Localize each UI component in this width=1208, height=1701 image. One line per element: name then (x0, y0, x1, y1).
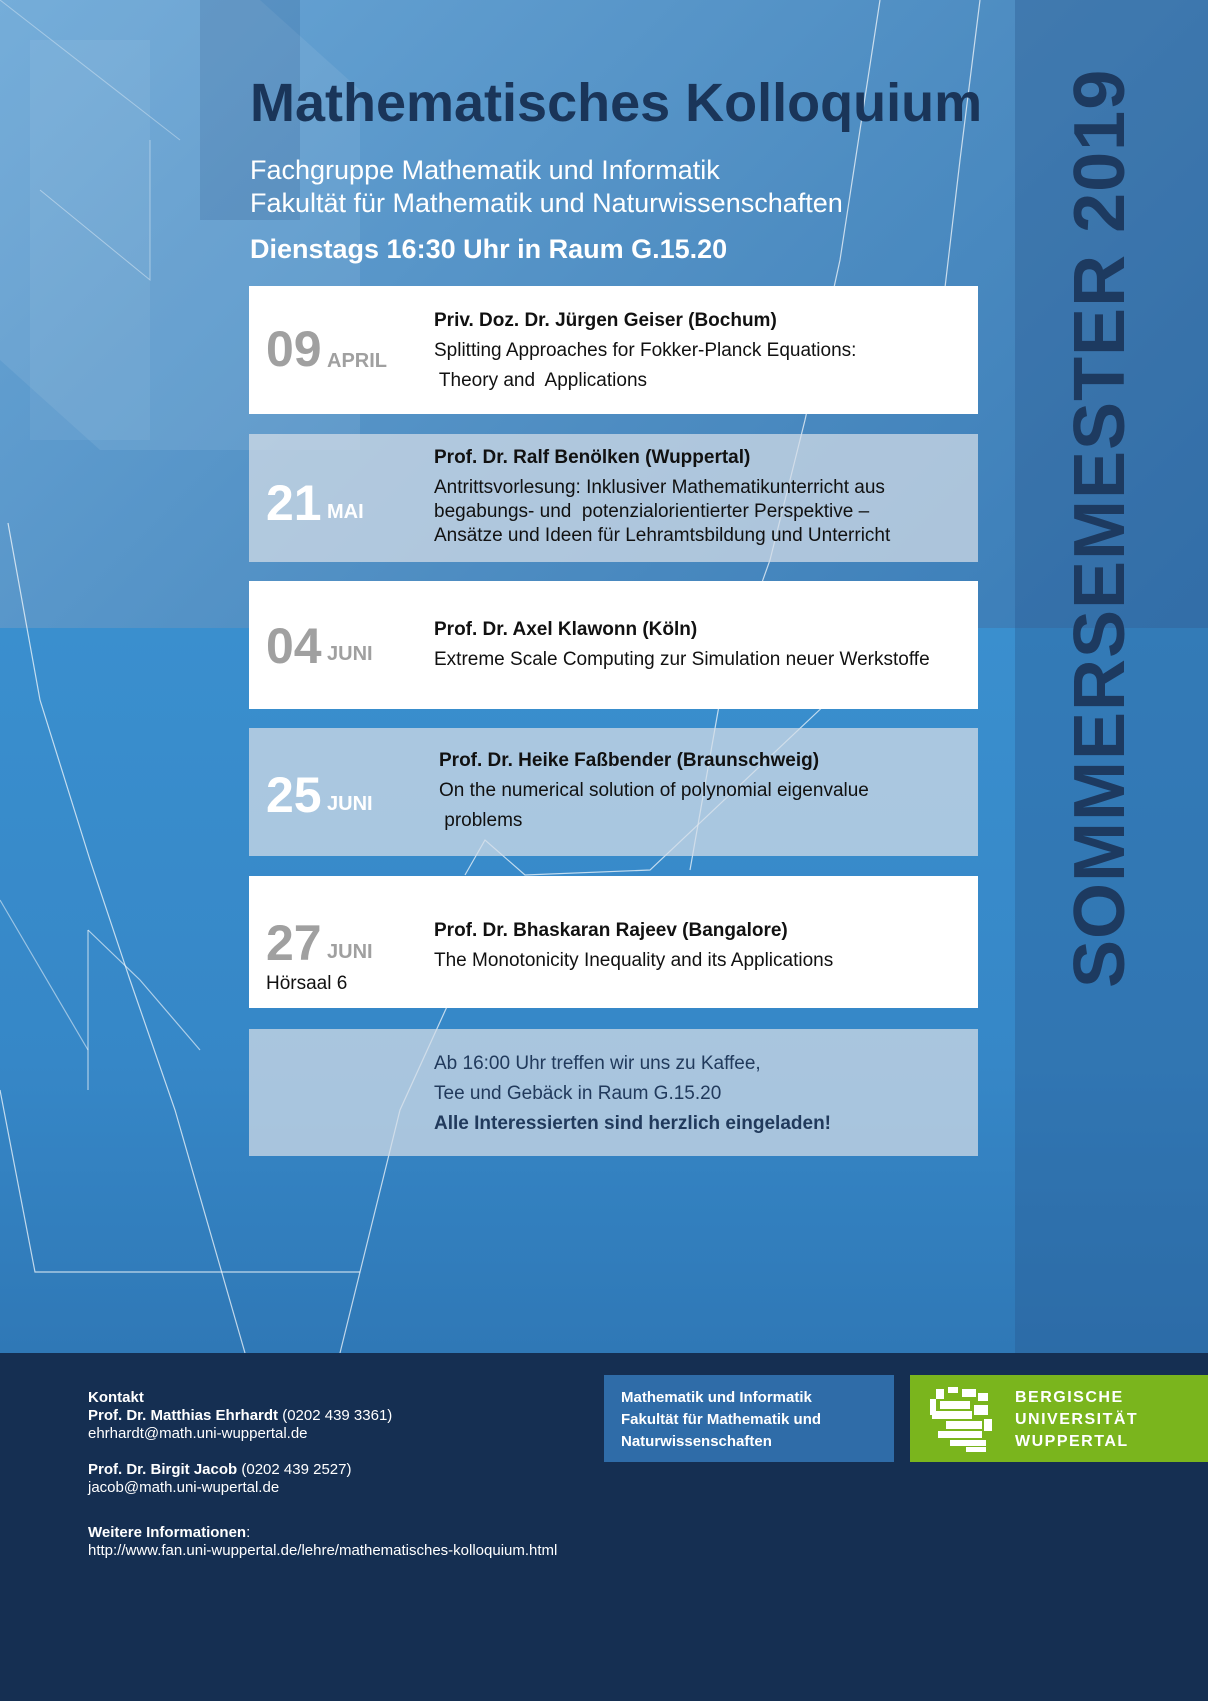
event-title-line: Antrittsvorlesung: Inklusiver Mathematikunterricht aus (434, 477, 885, 498)
contact-person (88, 1461, 557, 1479)
header (250, 72, 990, 265)
university-line: BERGISCHE (1015, 1389, 1124, 1406)
event-title-line: Ansätze und Ideen für Lehramtsbildung und Unterricht (434, 525, 891, 546)
event-title-line: On the numerical solution of polynomial eigenvalue (439, 780, 869, 801)
event-month: JUNI (327, 643, 373, 665)
schedule-info: Dienstags 16:30 Uhr in Raum G.15.20 (250, 234, 728, 264)
contact-email[interactable]: ehrhardt@math.uni-wuppertal.de (88, 1425, 308, 1442)
page-title: Mathematisches Kolloquium (250, 73, 983, 133)
event-card (249, 434, 978, 562)
event-day: 27 (266, 915, 322, 971)
event-info (439, 746, 974, 836)
event-day: 25 (266, 767, 322, 823)
contact-email[interactable]: jacob@math.uni-wupertal.de (88, 1479, 280, 1496)
event-info (434, 306, 969, 396)
contact-phone: (0202 439 2527) (237, 1461, 352, 1478)
event-location: Hörsaal 6 (266, 973, 348, 994)
contact-name: Prof. Dr. Matthias Ehrhardt (88, 1407, 279, 1424)
event-title-line: begabungs- und potenzialorientierter Perspektive – (434, 501, 870, 522)
contact-phone: (0202 439 3361) (278, 1407, 393, 1424)
event-month: JUNI (327, 793, 373, 815)
event-card (249, 581, 978, 709)
footer (0, 1353, 1208, 1701)
coffee-line: Ab 16:00 Uhr treffen wir uns zu Kaffee, (434, 1053, 761, 1074)
event-speaker: Prof. Dr. Axel Klawonn (Köln) (434, 619, 698, 640)
contact-block (88, 1389, 557, 1560)
event-info (434, 916, 969, 976)
event-speaker: Prof. Dr. Heike Faßbender (Braunschweig) (439, 750, 820, 771)
event-day: 21 (266, 475, 322, 531)
coffee-note (249, 1029, 978, 1156)
department-line: Mathematik und Informatik (621, 1389, 812, 1406)
event-title-line: problems (439, 810, 523, 831)
university-line: UNIVERSITÄT (1015, 1411, 1139, 1428)
event-month: MAI (327, 501, 364, 523)
contact-person (88, 1407, 557, 1425)
semester-label: SOMMERSEMESTER 2019 (1060, 68, 1140, 988)
department-line: Naturwissenschaften (621, 1433, 772, 1450)
contact-label: Kontakt (88, 1389, 144, 1406)
university-name (1015, 1387, 1138, 1453)
event-card (249, 728, 978, 856)
event-info (434, 446, 969, 548)
event-title-line: Extreme Scale Computing zur Simulation neuer Werkstoffe (434, 649, 930, 670)
event-month: APRIL (327, 350, 387, 372)
coffee-text (434, 1049, 831, 1139)
more-info-colon: : (246, 1524, 251, 1541)
event-day: 09 (266, 321, 322, 377)
coffee-invitation: Alle Interessierten sind herzlich eingeladen! (434, 1113, 832, 1134)
subtitle-department: Fachgruppe Mathematik und Informatik (250, 155, 720, 185)
department-line: Fakultät für Mathematik und (621, 1411, 822, 1428)
more-info-label: Weitere Informationen (88, 1524, 247, 1541)
coffee-line: Tee und Gebäck in Raum G.15.20 (434, 1083, 722, 1104)
contact-name: Prof. Dr. Birgit Jacob (88, 1461, 238, 1478)
event-card (249, 876, 978, 1008)
department-box (604, 1375, 894, 1462)
event-speaker: Priv. Doz. Dr. Jürgen Geiser (Bochum) (434, 310, 777, 331)
event-day: 04 (266, 618, 322, 674)
event-title-line: The Monotonicity Inequality and its Applications (434, 950, 834, 971)
lion-icon (926, 1385, 998, 1453)
event-title-line: Theory and Applications (434, 370, 648, 391)
event-info (434, 615, 969, 675)
event-speaker: Prof. Dr. Ralf Benölken (Wuppertal) (434, 447, 751, 468)
event-speaker: Prof. Dr. Bhaskaran Rajeev (Bangalore) (434, 920, 788, 941)
university-line: WUPPERTAL (1015, 1433, 1129, 1450)
more-info-link[interactable]: http://www.fan.uni-wuppertal.de/lehre/mathematisches-kolloquium.html (88, 1542, 558, 1559)
university-logo (910, 1375, 1208, 1462)
event-card (249, 286, 978, 414)
event-month: JUNI (327, 941, 373, 963)
subtitle-faculty: Fakultät für Mathematik und Naturwissenschaften (250, 188, 843, 218)
event-title-line: Splitting Approaches for Fokker-Planck Equations: (434, 340, 857, 361)
